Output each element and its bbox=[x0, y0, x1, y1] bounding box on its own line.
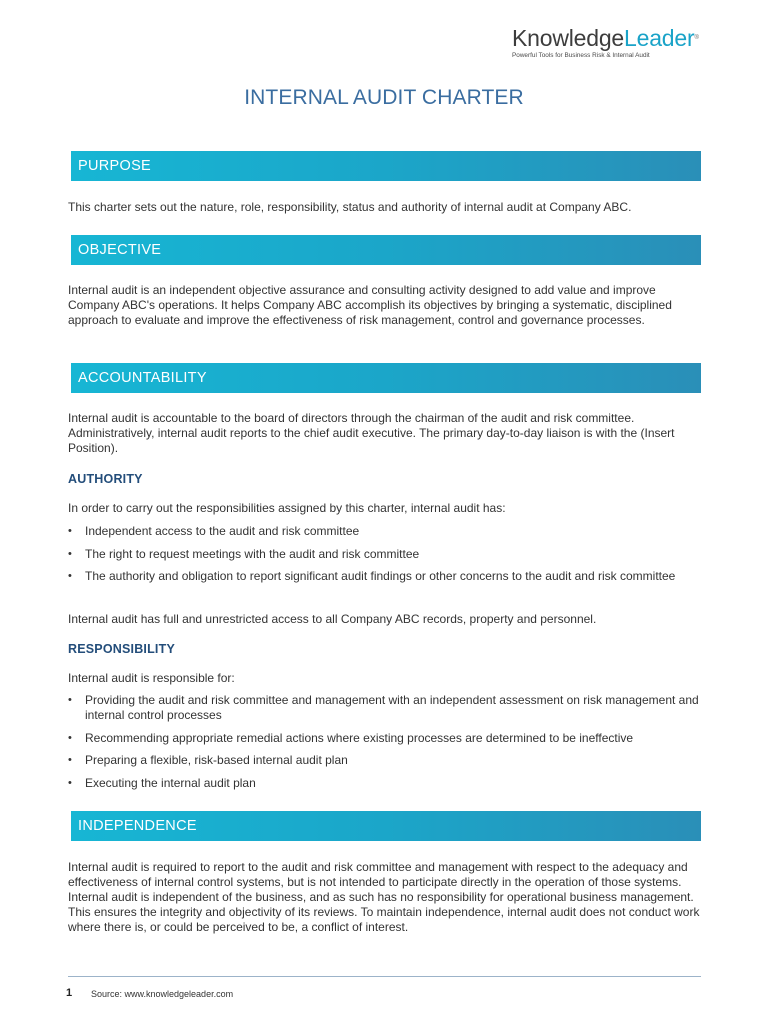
list-item: • The right to request meetings with the audit and risk committee bbox=[68, 547, 704, 562]
authority-intro: In order to carry out the responsibilities assigned by this charter, internal audit has: bbox=[68, 501, 506, 515]
list-item: • Executing the internal audit plan bbox=[68, 776, 704, 791]
independence-text: Internal audit is required to report to the audit and risk committee and management with respect to the adequacy and effectiveness of internal control systems, but is not intended to participate directly in the operation of those systems. Internal audit is independent of the business, and as such has no responsibility for operational business management. This ensures the integrity and objectivity of its reviews. To maintain independence, internal audit does not conduct work where there is, or could be perceived to be, a conflict of interest. bbox=[68, 860, 700, 934]
list-item: • Recommending appropriate remedial actions where existing processes are determined to be ineffective bbox=[68, 731, 704, 746]
authority-closing: Internal audit has full and unrestricted access to all Company ABC records, property and personnel. bbox=[68, 612, 597, 626]
logo-brand-part1: Knowledge bbox=[512, 25, 625, 51]
list-item: • Preparing a flexible, risk-based internal audit plan bbox=[68, 753, 704, 768]
section-header-objective: OBJECTIVE bbox=[68, 235, 701, 265]
objective-text: Internal audit is an independent objective assurance and consulting activity designed to add value and improve Company ABC's operations. It helps Company ABC accomplish its objectives by bringing a systematic, disciplined approach to evaluate and improve the effectiveness of risk management, control and governance processes. bbox=[68, 283, 672, 327]
page-number: 1 bbox=[66, 987, 73, 999]
knowledgeleader-logo bbox=[512, 25, 752, 59]
section-header-independence: INDEPENDENCE bbox=[68, 811, 701, 841]
list-item: • The authority and obligation to report significant audit findings or other concerns to the audit and risk committee bbox=[68, 569, 704, 584]
authority-list bbox=[68, 524, 704, 592]
responsibility-intro: Internal audit is responsible for: bbox=[68, 671, 235, 685]
section-header-purpose: PURPOSE bbox=[68, 151, 701, 181]
logo-tagline: Powerful Tools for Business Risk & Internal Audit bbox=[512, 52, 650, 59]
document-title: INTERNAL AUDIT CHARTER bbox=[244, 86, 524, 109]
footer-divider bbox=[68, 976, 701, 977]
purpose-text: This charter sets out the nature, role, responsibility, status and authority of internal audit at Company ABC. bbox=[68, 200, 632, 214]
section-header-accountability: ACCOUNTABILITY bbox=[68, 363, 701, 393]
logo-brand-part2: Leader bbox=[624, 25, 695, 51]
accountability-text: Internal audit is accountable to the board of directors through the chairman of the audit and risk committee. Administratively, internal audit reports to the chief audit executive. The primary day-to-day liaison is with the (Insert Position). bbox=[68, 411, 675, 455]
list-item: • Providing the audit and risk committee and management with an independent assessment on risk management and internal control processes bbox=[68, 693, 704, 723]
list-item: • Independent access to the audit and risk committee bbox=[68, 524, 704, 539]
subheading-responsibility: RESPONSIBILITY bbox=[68, 642, 175, 656]
responsibility-list bbox=[68, 693, 704, 798]
source-citation: Source: www.knowledgeleader.com bbox=[91, 989, 234, 999]
subheading-authority: AUTHORITY bbox=[68, 472, 143, 486]
logo-wordmark bbox=[512, 25, 752, 51]
logo-registered-mark: ® bbox=[694, 35, 699, 41]
